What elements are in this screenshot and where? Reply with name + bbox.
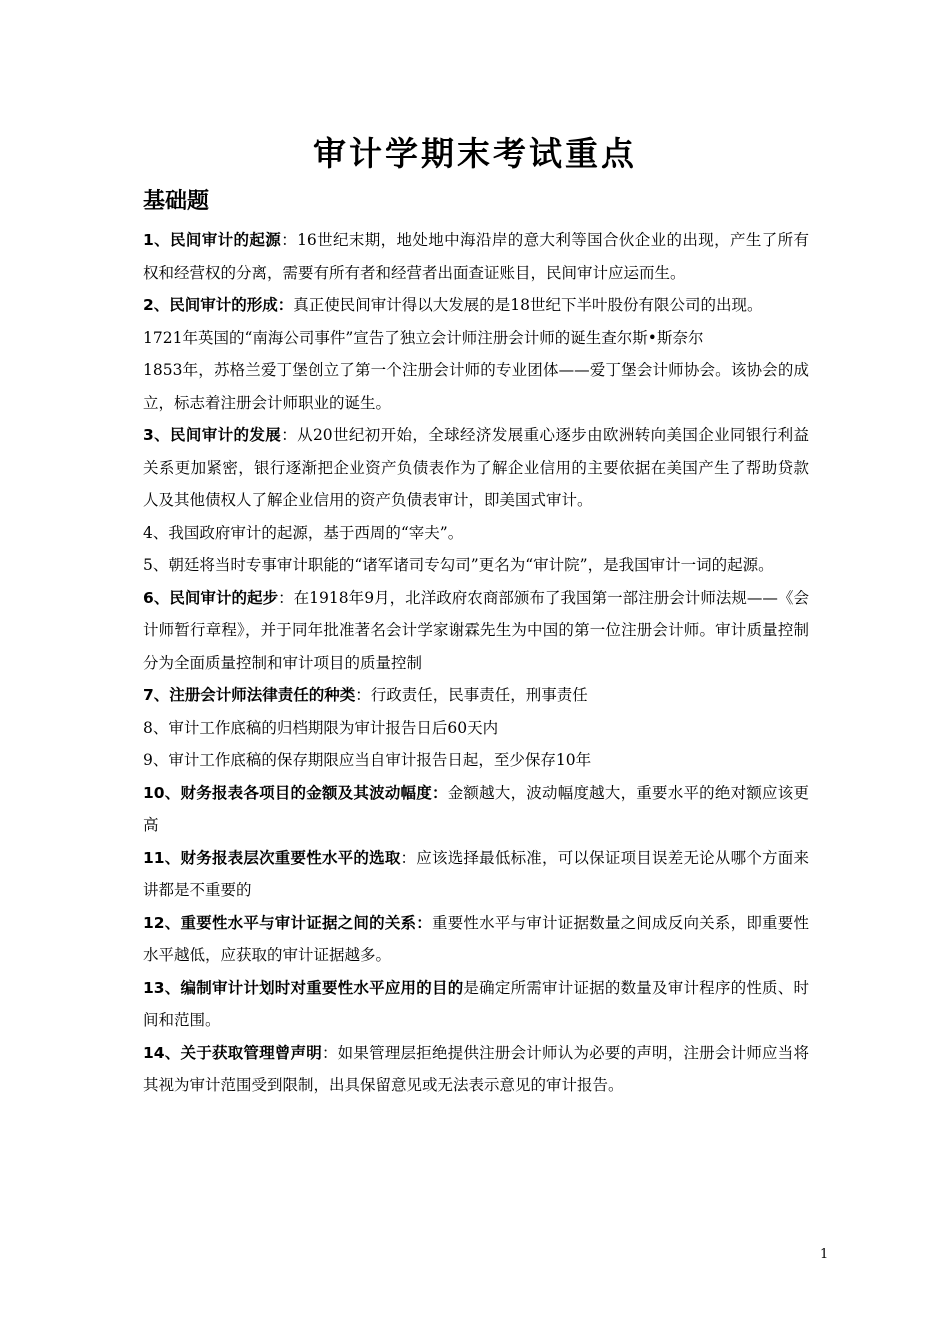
paragraph-text: ：应该选择最低标准，可以保证项目误差无论从哪个方面来讲都是不重要的 xyxy=(143,848,809,899)
paragraph-5 xyxy=(143,549,809,582)
document-title: 审计学期末考试重点 xyxy=(313,134,637,173)
paragraph-text: ：从20世纪初开始，全球经济发展重心逐步由欧洲转向美国企业同银行利益关系更加紧密，银行逐渐把企业资产负债表作为了解企业信用的主要依据在美国产生了帮助贷款人及其他债权人了解企业信用的资产负债表审计，即美国式审计。 xyxy=(143,426,809,509)
paragraph-6 xyxy=(143,582,809,680)
paragraph-lead: 5 xyxy=(143,556,153,574)
page-number: 1 xyxy=(820,1247,829,1262)
paragraph-text: 真正使民间审计得以大发展的是18世纪下半叶股份有限公司的出现。 xyxy=(293,296,763,314)
paragraph-text: 金额越大，波动幅度越大，重要水平的绝对额应该更高 xyxy=(143,783,809,834)
paragraph-2c xyxy=(143,354,809,419)
paragraph-11 xyxy=(143,842,809,907)
paragraph-lead: 9 xyxy=(143,751,153,769)
paragraph-text: ：行政责任，民事责任，刑事责任 xyxy=(355,686,588,704)
paragraph-lead: 2、民间审计的形成： xyxy=(143,296,294,314)
document-body xyxy=(143,224,809,1102)
paragraph-13 xyxy=(143,972,809,1037)
paragraph-text: 、审计工作底稿的归档期限为审计报告日后60天内 xyxy=(152,718,499,737)
paragraph-text: 、审计工作底稿的保存期限应当自审计报告日起，至少保存10年 xyxy=(152,751,592,769)
paragraph-text: ：如果管理层拒绝提供注册会计师认为必要的声明，注册会计师应当将其视为审计范围受到限制，出具保留意见或无法表示意见的审计报告。 xyxy=(143,1043,809,1094)
paragraph-text: 重要性水平与审计证据数量之间成反向关系，即重要性水平越低，应获取的审计证据越多。 xyxy=(143,913,809,964)
paragraph-text: 、朝廷将当时专事审计职能的“诸军诸司专勾司”更名为“审计院”，是我国审计一词的起源。 xyxy=(152,556,774,574)
paragraph-lead: 8 xyxy=(143,718,153,737)
paragraph-2 xyxy=(143,289,809,322)
paragraph-7 xyxy=(143,679,809,712)
paragraph-text: ：16世纪末期，地处地中海沿岸的意大利等国合伙企业的出现，产生了所有权和经营权的分离，需要有所有者和经营者出面查证账目，民间审计应运而生。 xyxy=(143,231,809,282)
paragraph-4 xyxy=(143,517,809,550)
section-heading: 基础题 xyxy=(143,189,210,214)
paragraph-3 xyxy=(143,419,809,517)
paragraph-lead: 4 xyxy=(143,523,153,542)
paragraph-12 xyxy=(143,907,809,972)
paragraph-lead: 11、财务报表层次重要性水平的选取 xyxy=(143,848,401,867)
paragraph-lead: 1、民间审计的起源 xyxy=(143,231,282,249)
paragraph-1 xyxy=(143,224,809,289)
paragraph-2b xyxy=(143,322,809,355)
paragraph-lead: 13、编制审计计划时对重要性水平应用的目的 xyxy=(143,978,464,997)
paragraph-text: 是确定所需审计证据的数量及审计程序的性质、时间和范围。 xyxy=(143,978,809,1029)
paragraph-lead: 6、民间审计的起步 xyxy=(143,588,279,607)
paragraph-text: 1853年，苏格兰爱丁堡创立了第一个注册会计师的专业团体——爱丁堡会计师协会。该协会的成立，标志着注册会计师职业的诞生。 xyxy=(143,361,809,412)
paragraph-14 xyxy=(143,1037,809,1102)
paragraph-lead: 10、财务报表各项目的金额及其波动幅度： xyxy=(143,783,448,802)
paragraph-text: 、我国政府审计的起源，基于西周的“宰夫”。 xyxy=(152,523,464,542)
paragraph-9 xyxy=(143,744,809,777)
paragraph-lead: 7、注册会计师法律责任的种类 xyxy=(143,686,356,704)
paragraph-text: 1721年英国的“南海公司事件”宣告了独立会计师注册会计师的诞生查尔斯•斯奈尔 xyxy=(143,328,704,347)
paragraph-text: ：在1918年9月，北洋政府农商部颁布了我国第一部注册会计师法规——《会计师暂行章程》，并于同年批准著名会计学家谢霖先生为中国的第一位注册会计师。审计质量控制分为全面质量控制和审计项目的质量控制 xyxy=(143,588,809,672)
paragraph-lead: 12、重要性水平与审计证据之间的关系： xyxy=(143,913,432,932)
paragraph-10 xyxy=(143,777,809,842)
paragraph-lead: 14、关于获取管理曾声明 xyxy=(143,1043,322,1062)
paragraph-8 xyxy=(143,712,809,745)
paragraph-lead: 3、民间审计的发展 xyxy=(143,426,282,444)
